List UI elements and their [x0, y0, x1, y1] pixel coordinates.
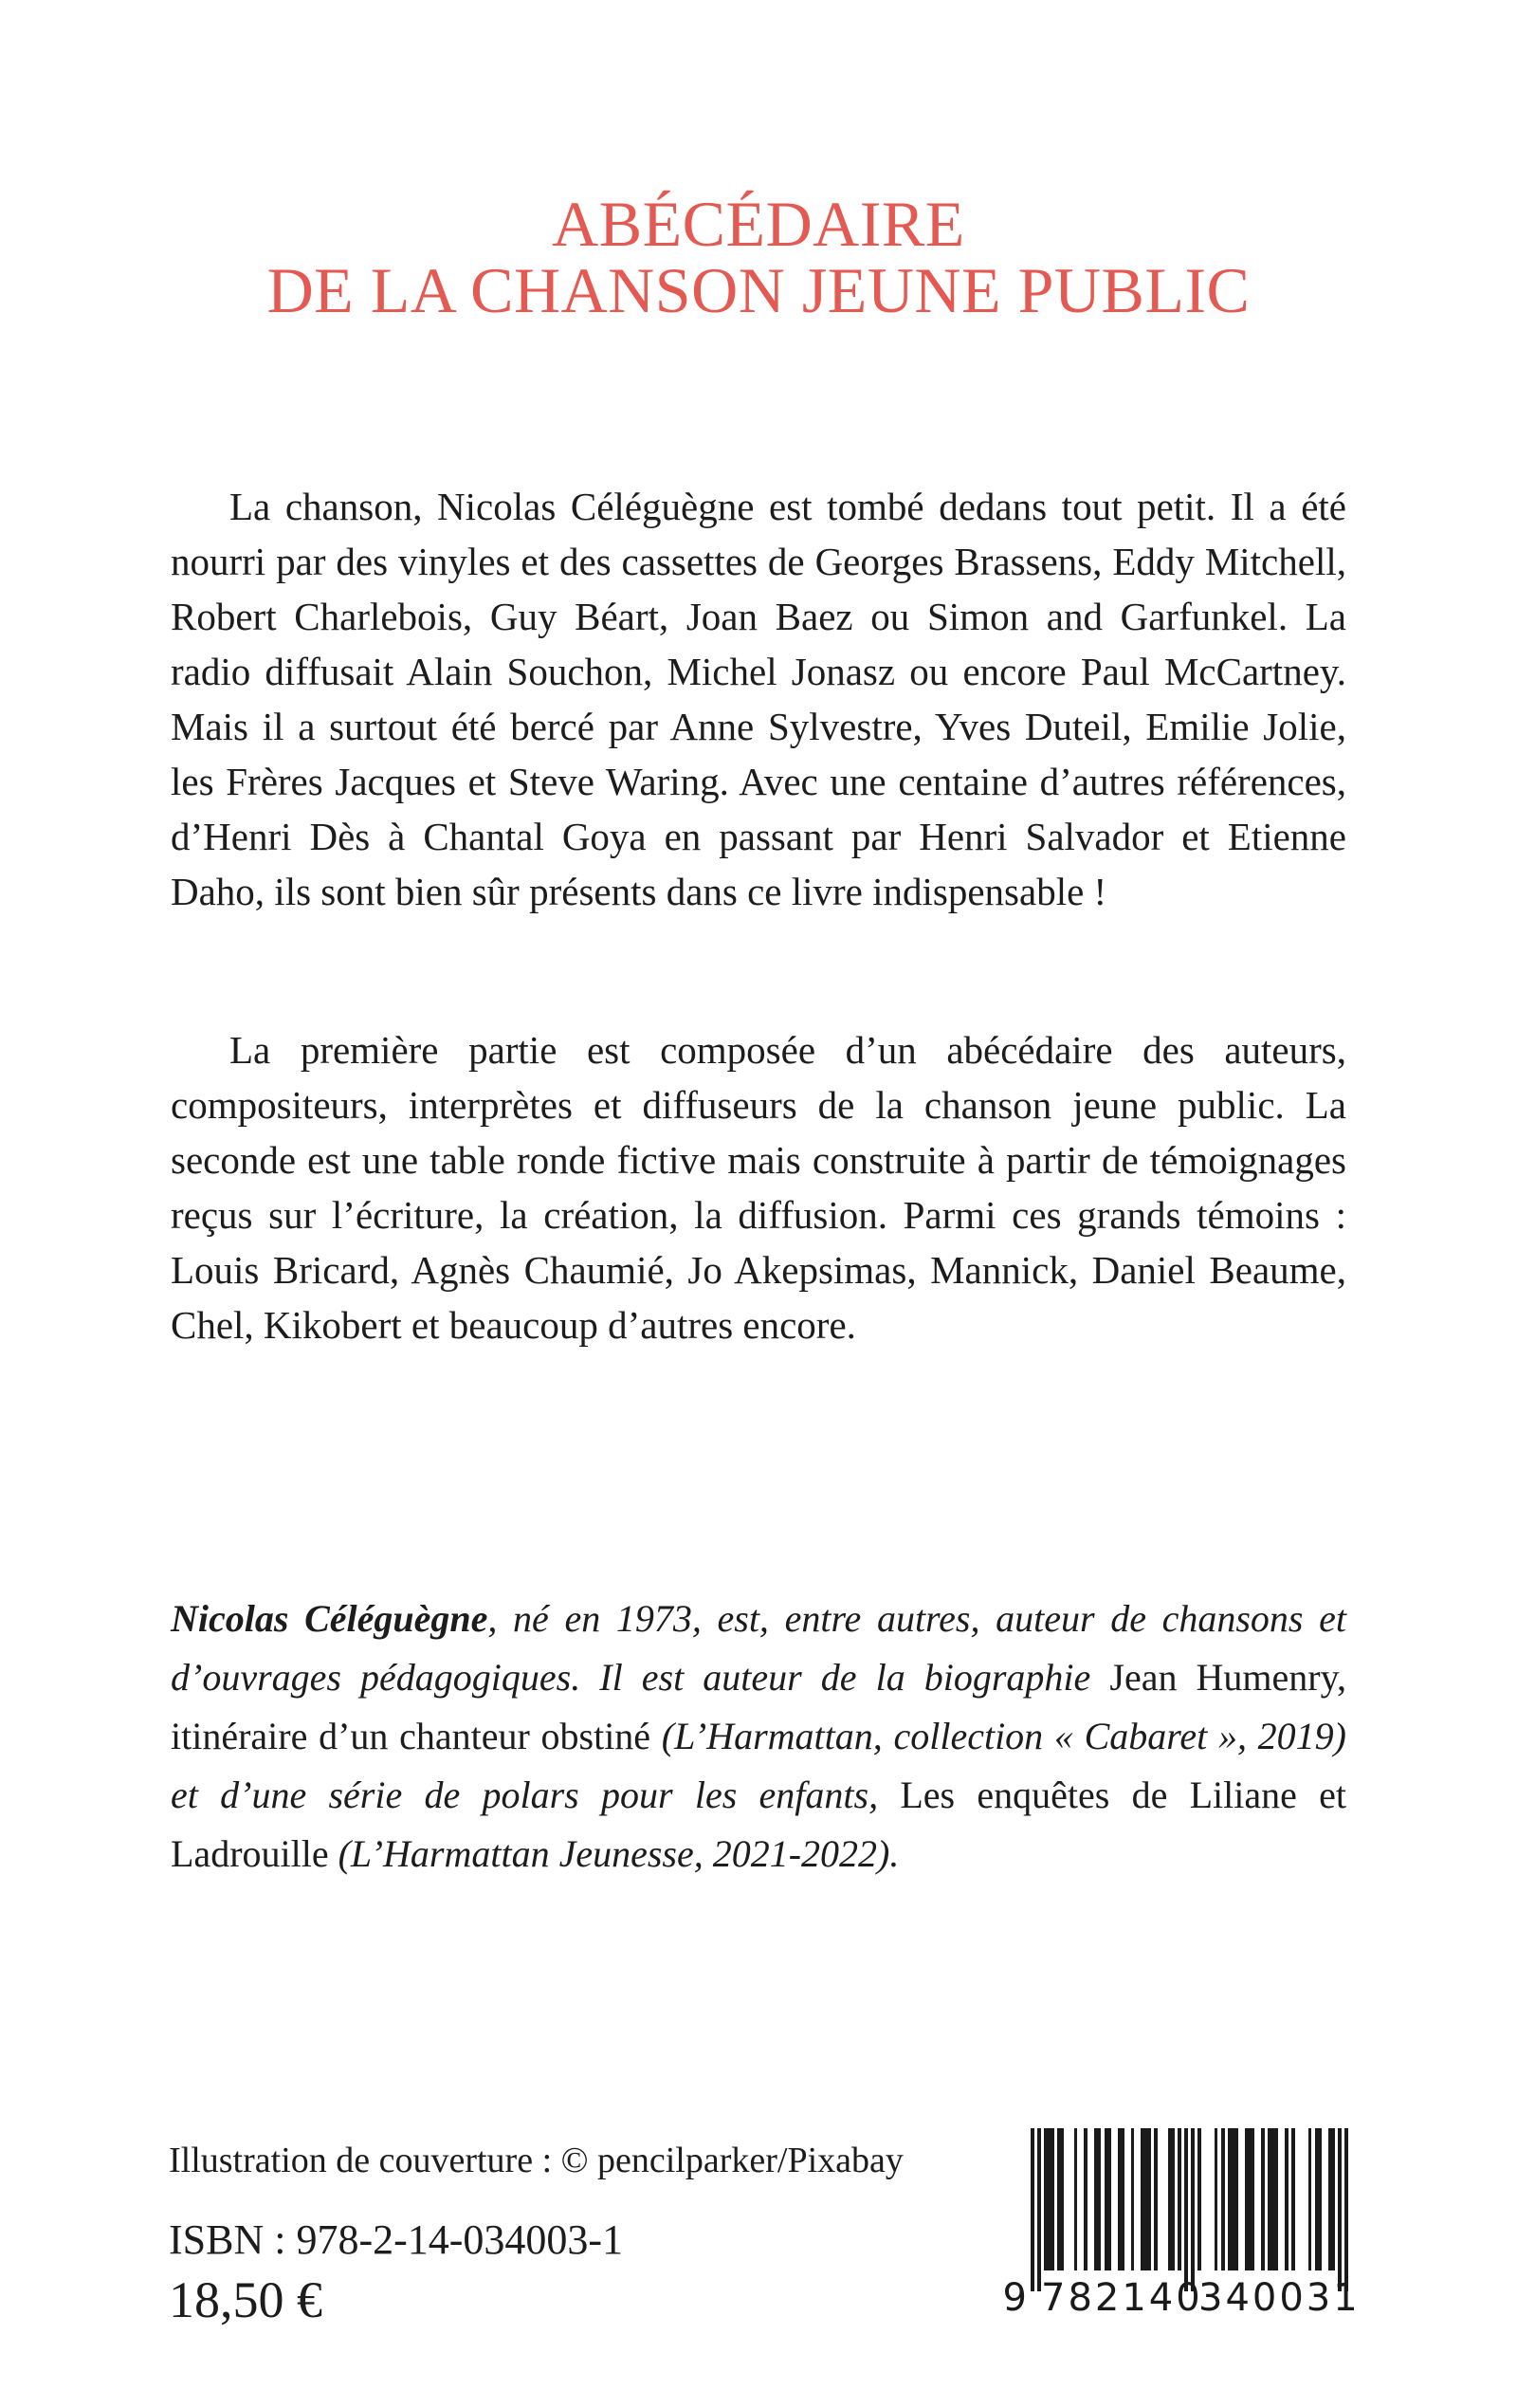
author-bio-segment: (L’Harmattan Jeunesse, 2021-2022). [338, 1832, 900, 1875]
author-bio-segment: Nicolas Céléguègne [171, 1597, 488, 1640]
barcode-bar [1131, 2128, 1135, 2270]
barcode-bar [1221, 2128, 1225, 2270]
barcode-bar [1191, 2128, 1195, 2291]
price-text: 18,50 € [169, 2271, 322, 2328]
book-title-line1: ABÉCÉDAIRE [552, 188, 965, 260]
barcode-bar [1037, 2128, 1041, 2291]
book-title [0, 188, 1517, 326]
author-bio-segment: Les enquêtes de Liliane et Ladrouille [171, 1774, 1346, 1875]
barcode-bar [1074, 2128, 1078, 2270]
barcode-bars [1031, 2128, 1348, 2291]
cover-illustration-credit: Illustration de couverture : © pencilparker/Pixabay [169, 2141, 904, 2180]
barcode-bar [1084, 2128, 1087, 2270]
barcode-bar [1261, 2128, 1265, 2270]
barcode-bar [1178, 2128, 1181, 2270]
book-title-line2: DE LA CHANSON JEUNE PUBLIC [266, 254, 1251, 326]
barcode-bar [1215, 2128, 1218, 2270]
author-bio-segment: , né en 1973, est, entre autres, auteur de chansons et d’ouvrages pédagogiques. Il est auteur de la biographie [171, 1597, 1346, 1699]
barcode-number [1002, 2276, 1361, 2322]
barcode-bar [1308, 2128, 1312, 2270]
barcode-bar [1291, 2128, 1295, 2270]
barcode-bar [1118, 2128, 1124, 2270]
barcode-bar [1031, 2128, 1034, 2291]
barcode-bar [1285, 2128, 1289, 2270]
barcode [1002, 2128, 1361, 2329]
barcode-bar [1044, 2128, 1054, 2270]
barcode-bar [1245, 2128, 1255, 2270]
barcode-bar [1344, 2128, 1348, 2291]
synopsis-paragraph-1: La chanson, Nicolas Céléguègne est tombé dedans tout petit. Il a été nourri par des vinyles et des cassettes de Georges Brassens, Eddy Mitchell, Robert Charlebois, Guy Béart, Joan Baez ou Simon and Garfunkel. La radio diffusait Alain Souchon, Michel Jonasz ou encore Paul McCartney. Mais il a surtout été bercé par Anne Sylvestre, Yves Duteil, Emilie Jolie, les Frères Jacques et Steve Waring. Avec une centaine d’autres références, d’Henri Dès à Chantal Goya en passant par Henri Salvador et Etienne Daho, ils sont bien sûr présents dans ce livre indispensable ! [171, 485, 1346, 913]
barcode-bar [1168, 2128, 1175, 2270]
barcode-bar [1057, 2128, 1064, 2270]
barcode-bar [1197, 2128, 1201, 2270]
author-bio-segment: (L’Harmattan, collection « Cabaret », 2019) et d’une série de polars pour les enfants, [171, 1715, 1346, 1816]
barcode-digit-first: 9 [1002, 2276, 1027, 2320]
barcode-bar [1228, 2128, 1238, 2270]
barcode-bar [1105, 2128, 1111, 2270]
barcode-bar [1315, 2128, 1322, 2270]
barcode-bar [1094, 2128, 1101, 2270]
barcode-digits-right: 340031 [1198, 2276, 1361, 2320]
barcode-bar [1268, 2128, 1278, 2270]
barcode-digits-left: 782140 [1041, 2276, 1203, 2320]
isbn-text: ISBN : 978-2-14-034003-1 [169, 2216, 624, 2263]
barcode-bar [1141, 2128, 1151, 2270]
barcode-bar [1328, 2128, 1335, 2270]
author-bio-segment: Jean Humenry, itinéraire d’un chanteur obstiné [171, 1656, 1346, 1757]
barcode-bar [1338, 2128, 1342, 2291]
barcode-bar [1184, 2128, 1188, 2291]
synopsis-paragraph-2: La première partie est composée d’un abécédaire des auteurs, compositeurs, interprètes et diffuseurs de la chanson jeune public. La seconde est une table ronde fictive mais construite à partir de témoignages reçus sur l’écriture, la création, la diffusion. Parmi ces grands témoins : Louis Bricard, Agnès Chaumié, Jo Akepsimas, Mannick, Daniel Beaume, Chel, Kikobert et beaucoup d’autres encore. [171, 1028, 1346, 1347]
author-bio [171, 1590, 1346, 1884]
barcode-bar [1154, 2128, 1158, 2270]
